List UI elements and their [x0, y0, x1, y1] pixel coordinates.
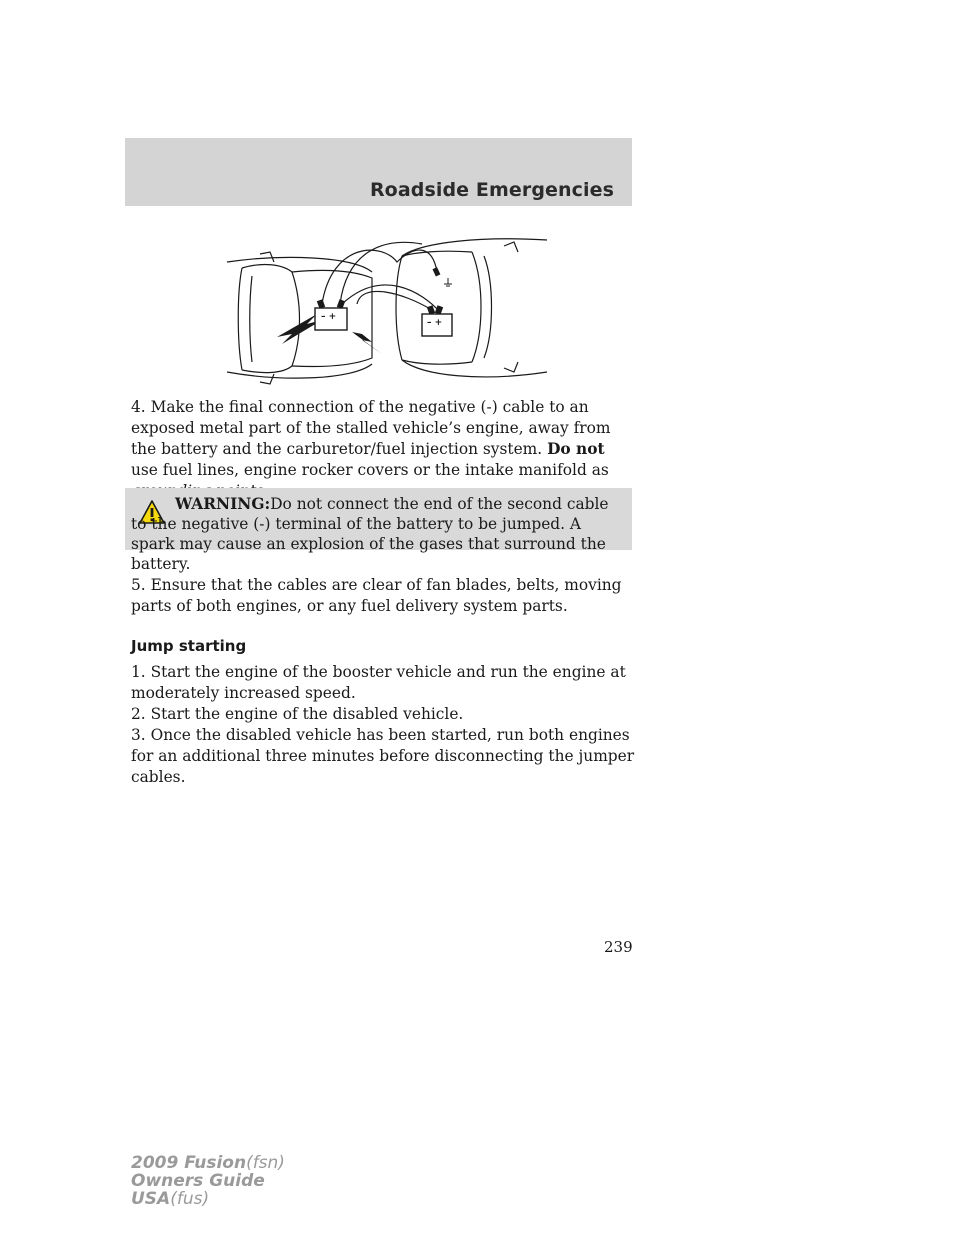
- step-4-text-b: use fuel lines, engine rocker covers or the intake manifold as: [131, 461, 609, 479]
- footer-line-3: [131, 1190, 285, 1208]
- jump-start-diagram: [222, 232, 552, 392]
- footer-region: USA: [131, 1189, 171, 1209]
- step-4-paragraph: [131, 397, 636, 502]
- warning-paragraph: [131, 494, 626, 574]
- jump-step-3: 3. Once the disabled vehicle has been started, run both engines for an additional three minutes before disconnecting the jumper cables.: [131, 726, 635, 786]
- step-4-bold: Do not: [547, 440, 605, 458]
- footer-line-1: [131, 1154, 285, 1172]
- footer: [131, 1154, 285, 1208]
- footer-model: 2009 Fusion: [131, 1153, 247, 1173]
- warning-box: [125, 488, 632, 573]
- section-header-band: [125, 138, 632, 206]
- section-title: Roadside Emergencies: [369, 179, 614, 201]
- step-4-text-a: 4. Make the final connection of the negative (-) cable to an exposed metal part of the stalled vehicle’s engine, away from the battery and the carburetor/fuel injection system.: [131, 398, 611, 458]
- footer-region-code: (fus): [170, 1189, 210, 1209]
- footer-line-2: Owners Guide: [131, 1171, 265, 1191]
- warning-text: Do not connect the end of the second cable to the negative (-) terminal of the battery to be jumped. A spark may cause an explosion of the gases that surround the battery.: [131, 495, 609, 573]
- footer-model-code: (fsn): [246, 1153, 285, 1173]
- jump-step-2: 2. Start the engine of the disabled vehicle.: [131, 705, 464, 723]
- jump-starting-heading: Jump starting: [131, 637, 247, 655]
- jump-step-1: 1. Start the engine of the booster vehicle and run the engine at moderately increased speed.: [131, 663, 626, 702]
- battery-right-label: – +: [427, 318, 443, 328]
- page-number: 239: [604, 938, 633, 956]
- warning-label: WARNING:: [175, 495, 271, 513]
- battery-left-label: – +: [321, 312, 337, 322]
- step-5-paragraph: 5. Ensure that the cables are clear of fan blades, belts, moving parts of both engines, or any fuel delivery system parts.: [131, 576, 622, 615]
